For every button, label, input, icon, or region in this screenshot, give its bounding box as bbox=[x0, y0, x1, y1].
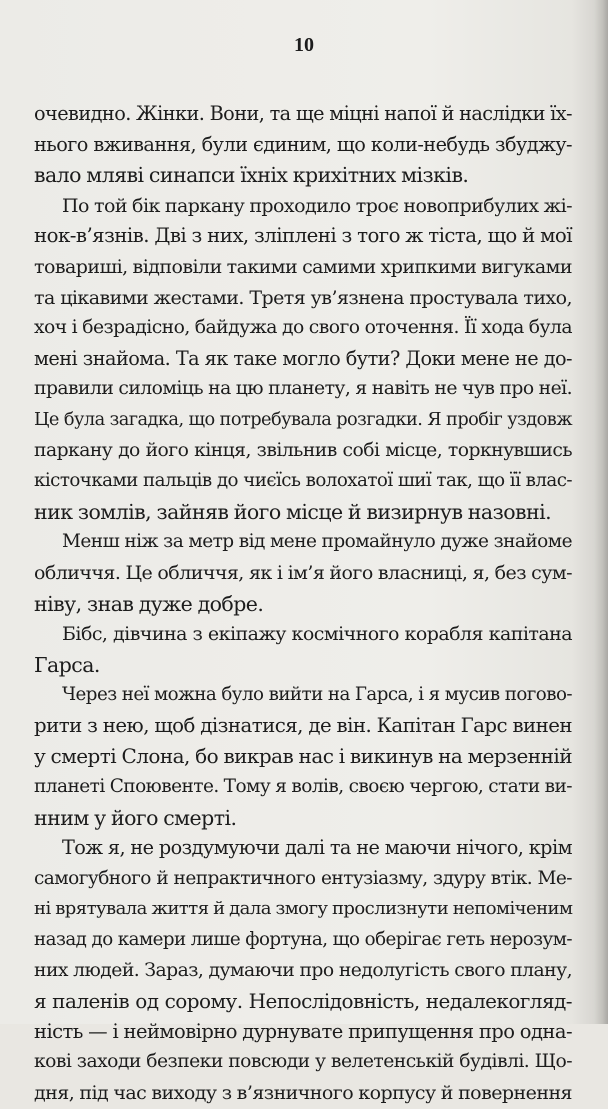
text-line: нок-в’язнів. Дві з них, зліплені з того ж тіста, що й мої bbox=[34, 224, 572, 248]
text-line: них людей. Зараз, думаючи про недолугість свого плану, bbox=[34, 959, 572, 981]
text-line: правили силоміць на цю планету, я навіть не чув про неї. bbox=[34, 378, 572, 400]
text-line: Бібс, дівчина з екіпажу космічного корабля капітана bbox=[62, 623, 572, 646]
text-line: очевидно. Жінки. Вони, та ще міцні напої й наслідки їх- bbox=[34, 102, 572, 125]
page-number: 10 bbox=[294, 34, 314, 56]
text-body bbox=[34, 99, 572, 1109]
text-line: рити з нею, щоб дізнатися, де він. Капітан Гарс винен bbox=[34, 713, 572, 737]
text-line: планеті Споювенте. Тому я волів, своєю чергою, стати ви- bbox=[34, 776, 572, 798]
text-line: Це була загадка, що потребувала розгадки. Я пробіг уздовж bbox=[34, 409, 572, 430]
text-line: Гарса. bbox=[34, 652, 100, 677]
text-line: мені знайома. Та як таке могло бути? Доки мене не до- bbox=[34, 346, 572, 370]
page-edge-shadow bbox=[594, 0, 608, 1024]
text-line: Менш ніж за метр від мене промайнуло дуже знайоме bbox=[62, 531, 572, 553]
text-line: нього вживання, були єдиним, що коли-небудь збуджу- bbox=[34, 132, 572, 156]
text-line: кісточками пальців до чиєїсь волохатої шиї так, що її влас- bbox=[34, 470, 572, 492]
text-line: По той бік паркану проходило троє новоприбулих жі- bbox=[62, 194, 572, 217]
text-line: паркану до його кінця, звільнив собі місце, торкнувшись bbox=[34, 439, 572, 461]
text-line: та цікавими жестами. Третя ув’язнена простувала тихо, bbox=[34, 286, 572, 309]
text-line: дня, під час виходу з в’язничного корпусу й повернення bbox=[34, 1082, 572, 1104]
text-line: ник зомлів, зайняв його місце й визирнув назовні. bbox=[34, 499, 552, 524]
text-line: ні врятувала життя й дала змогу прослизнути непоміченим bbox=[34, 898, 573, 920]
text-line: у смерті Слона, бо викрав нас і викинув на мерзенній bbox=[34, 744, 572, 769]
text-line: товариші, відповіли такими самими хрипкими вигуками bbox=[34, 255, 572, 278]
text-line: обличчя. Це обличчя, як і ім’я його власниці, я, без сум- bbox=[34, 561, 572, 584]
text-line: ність — і неймовірно дурнувате припущення про одна- bbox=[34, 1019, 572, 1043]
text-line: самогубного й непрактичного ентузіазму, здуру втік. Ме- bbox=[34, 867, 572, 889]
text-line: Через неї можна було вийти на Гарса, і я мусив поговo- bbox=[62, 684, 572, 706]
text-line: ніву, знав дуже добре. bbox=[34, 591, 264, 616]
text-line: Тож я, не роздумуючи далі та не маючи нічого, крім bbox=[62, 836, 572, 860]
text-line: нним у його смерті. bbox=[34, 805, 237, 830]
text-line: я паленів од сорому. Непослідовність, недалекогляд- bbox=[34, 989, 572, 1014]
text-line: хоч і безрадісно, байдужа до свого оточення. Її хода була bbox=[34, 317, 572, 339]
text-line: вало мляві синапси їхніх крихітних мізків. bbox=[34, 163, 469, 188]
text-line: кові заходи безпеки повсюди у велетенській будівлі. Що- bbox=[34, 1051, 572, 1073]
text-line: назад до камери лише фортуна, що оберігає геть нерозум- bbox=[34, 929, 572, 951]
